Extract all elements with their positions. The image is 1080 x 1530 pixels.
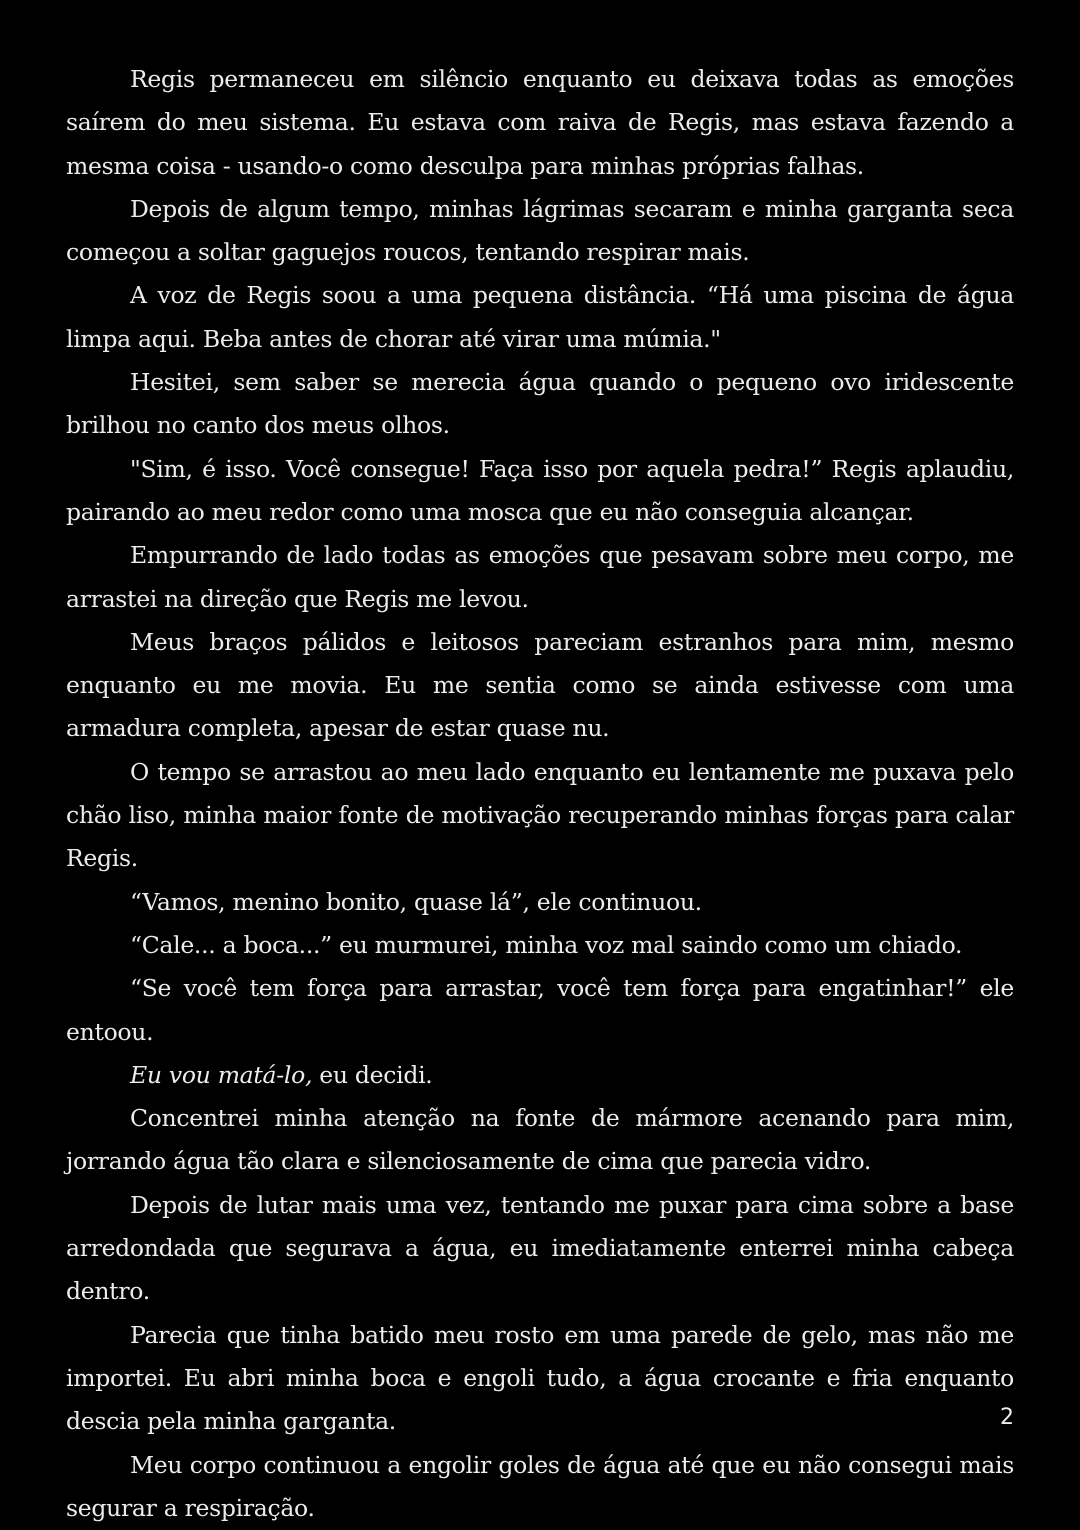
page-number: 2 — [1000, 1405, 1014, 1430]
paragraph: A voz de Regis soou a uma pequena distância. “Há uma piscina de água limpa aqui. Beba antes de chorar até virar uma múmia." — [66, 274, 1014, 361]
paragraph: Concentrei minha atenção na fonte de mármore acenando para mim, jorrando água tão clara e silenciosamente de cima que parecia vidro. — [66, 1097, 1014, 1184]
paragraph: Depois de algum tempo, minhas lágrimas secaram e minha garganta seca começou a soltar gaguejos roucos, tentando respirar mais. — [66, 188, 1014, 275]
paragraph: Regis permaneceu em silêncio enquanto eu deixava todas as emoções saírem do meu sistema. Eu estava com raiva de Regis, mas estava fazendo a mesma coisa - usando-o como desculpa para minhas próprias falhas. — [66, 58, 1014, 188]
paragraph: “Vamos, menino bonito, quase lá”, ele continuou. — [66, 881, 1014, 924]
paragraph: Parecia que tinha batido meu rosto em uma parede de gelo, mas não me importei. Eu abri minha boca e engoli tudo, a água crocante e fria enquanto descia pela minha garganta. — [66, 1314, 1014, 1444]
paragraph: O tempo se arrastou ao meu lado enquanto eu lentamente me puxava pelo chão liso, minha maior fonte de motivação recuperando minhas forças para calar Regis. — [66, 751, 1014, 881]
italic-thought-paragraph — [66, 1054, 1014, 1097]
paragraph: Hesitei, sem saber se merecia água quando o pequeno ovo iridescente brilhou no canto dos meus olhos. — [66, 361, 1014, 448]
paragraph: “Se você tem força para arrastar, você tem força para engatinhar!” ele entoou. — [66, 967, 1014, 1054]
italic-thought: Eu vou matá-lo, — [130, 1061, 312, 1089]
paragraph: Empurrando de lado todas as emoções que pesavam sobre meu corpo, me arrastei na direção que Regis me levou. — [66, 534, 1014, 621]
paragraph: "Sim, é isso. Você consegue! Faça isso por aquela pedra!” Regis aplaudiu, pairando ao meu redor como uma mosca que eu não conseguia alcançar. — [66, 448, 1014, 535]
paragraph: “Cale... a boca...” eu murmurei, minha voz mal saindo como um chiado. — [66, 924, 1014, 967]
paragraph: Depois de lutar mais uma vez, tentando me puxar para cima sobre a base arredondada que segurava a água, eu imediatamente enterrei minha cabeça dentro. — [66, 1184, 1014, 1314]
italic-paragraph-rest: eu decidi. — [312, 1061, 432, 1089]
document-body — [66, 58, 1014, 1530]
paragraph: Meus braços pálidos e leitosos pareciam estranhos para mim, mesmo enquanto eu me movia. Eu me sentia como se ainda estivesse com uma armadura completa, apesar de estar quase nu. — [66, 621, 1014, 751]
paragraph: Meu corpo continuou a engolir goles de água até que eu não consegui mais segurar a respiração. — [66, 1444, 1014, 1530]
